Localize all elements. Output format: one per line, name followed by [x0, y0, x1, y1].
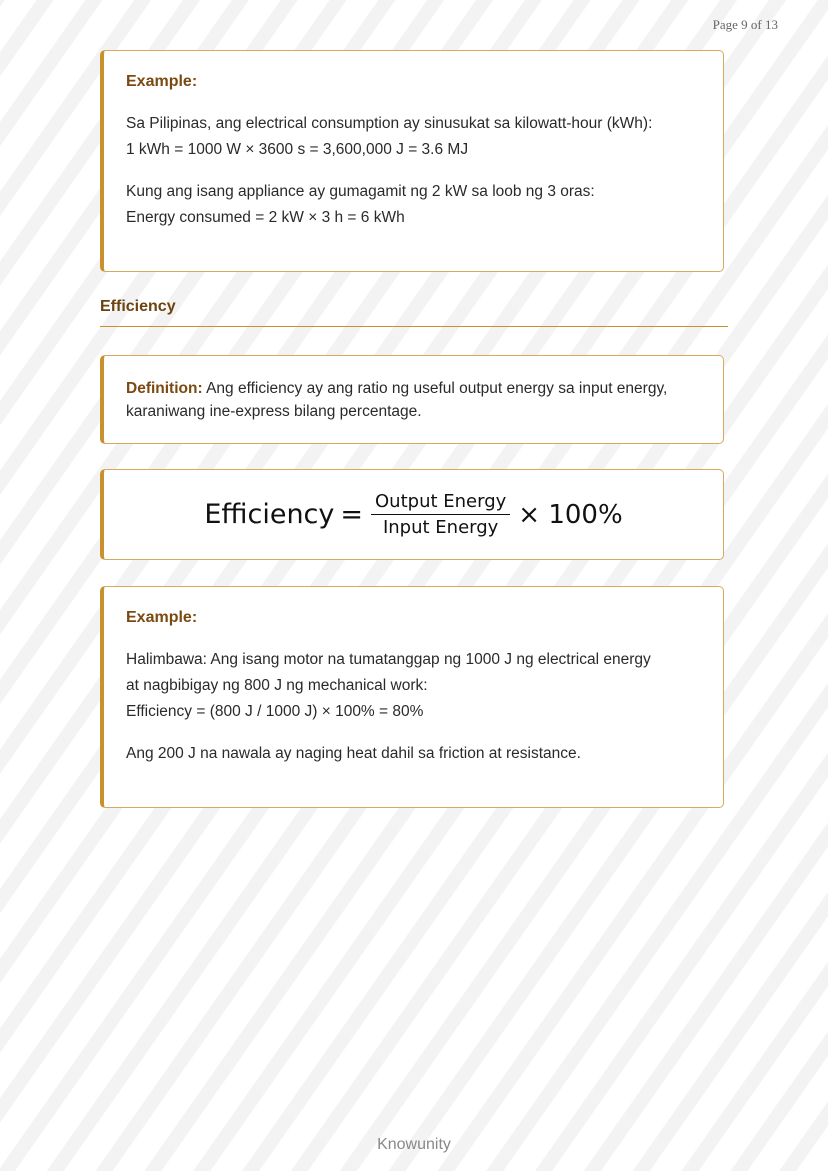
- formula-numerator: Output Energy: [371, 491, 510, 515]
- section-heading-efficiency: Efficiency: [100, 298, 728, 327]
- formula-multiplier: × 100%: [518, 499, 623, 530]
- example-label: Example:: [126, 73, 198, 90]
- example-line: at nagbibigay ng 800 J ng mechanical work:: [126, 677, 428, 694]
- efficiency-formula: [104, 470, 723, 559]
- example-box-kwh: [100, 50, 724, 272]
- definition-text: Ang efficiency ay ang ratio ng useful output energy sa input energy,: [202, 380, 668, 397]
- definition-text: karaniwang ine-express bilang percentage.: [126, 403, 422, 420]
- formula-denominator: Input Energy: [382, 517, 499, 538]
- example-label: Example:: [126, 609, 198, 626]
- definition-box: [100, 355, 724, 444]
- example-line: Energy consumed = 2 kW × 3 h = 6 kWh: [126, 209, 405, 226]
- example-line: 1 kWh = 1000 W × 3600 s = 3,600,000 J = 3.6 MJ: [126, 141, 469, 158]
- page-number: Page 9 of 13: [712, 17, 778, 32]
- example-line: Ang 200 J na nawala ay naging heat dahil sa friction at resistance.: [126, 745, 581, 762]
- formula-equals: =: [340, 499, 364, 530]
- formula-box: [100, 469, 724, 560]
- formula-lhs: Efficiency: [204, 499, 335, 530]
- example-box-efficiency: [100, 586, 724, 808]
- example-line: Kung ang isang appliance ay gumagamit ng 2 kW sa loob ng 3 oras:: [126, 183, 595, 200]
- formula-fraction: [371, 491, 510, 538]
- definition-label: Definition:: [126, 380, 203, 397]
- example-line: Efficiency = (800 J / 1000 J) × 100% = 80%: [126, 703, 424, 720]
- example-line: Sa Pilipinas, ang electrical consumption ay sinusukat sa kilowatt-hour (kWh):: [126, 115, 653, 132]
- footer-brand: Knowunity: [377, 1136, 451, 1153]
- example-line: Halimbawa: Ang isang motor na tumatanggap ng 1000 J ng electrical energy: [126, 651, 651, 668]
